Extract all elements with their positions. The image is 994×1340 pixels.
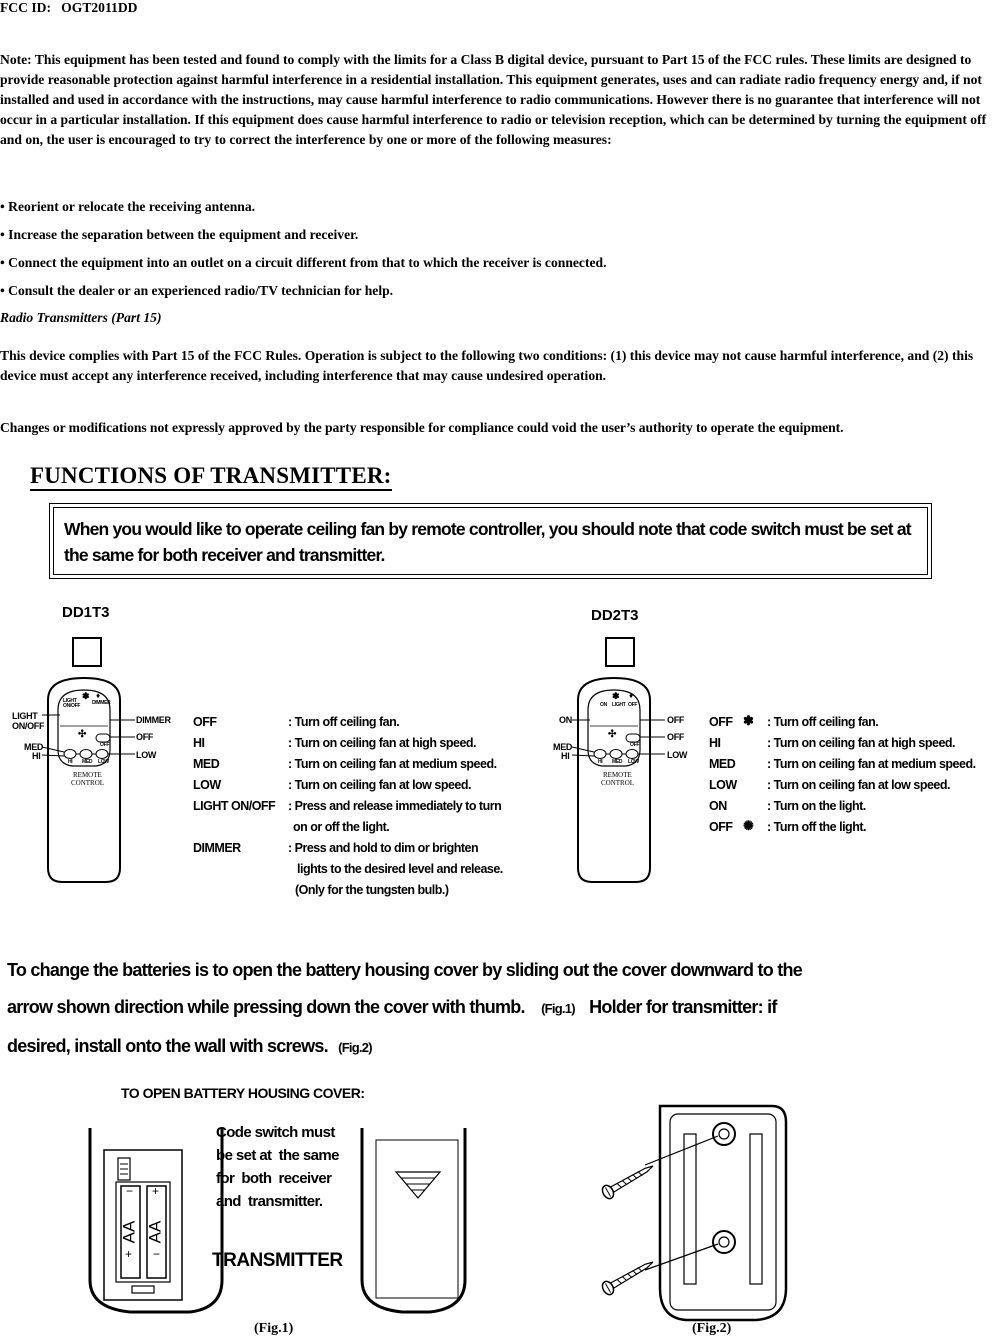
fig1-code-note-1: Code switch must	[216, 1124, 335, 1141]
bullet-reorient: • Reorient or relocate the receiving antenna.	[0, 199, 256, 214]
fig2-caption: (Fig.2)	[692, 1321, 732, 1336]
dd2-callout-off-1: OFF	[667, 715, 685, 725]
dd1-code-switch-square	[72, 637, 102, 667]
dd1-model-label: DD1T3	[62, 604, 110, 621]
dd1-fan-icon: ✽	[82, 691, 90, 701]
fig1-caption: (Fig.1)	[254, 1321, 294, 1336]
dd1-callout-hi: HI	[32, 751, 41, 761]
battery-instructions-line3: desired, install onto the wall with screws. (Fig.2)	[7, 1036, 372, 1056]
battery-plus-left: +	[125, 1247, 133, 1261]
bullet-increase: • Increase the separation between the equipment and receiver.	[0, 227, 359, 242]
dd2-face-top-mid: LIGHT	[612, 702, 626, 708]
battery-label-right: AA	[145, 1220, 165, 1244]
dd1-face-low: LOW	[98, 759, 109, 765]
dd2-callout-med: MED	[553, 742, 573, 752]
battery-minus-right: −	[153, 1247, 161, 1261]
dd1-callout-light: LIGHT ON/OFF	[12, 711, 45, 731]
fcc-notice-paragraph: Note: This equipment has been tested and found to comply with the limits for a Class B digital device, pursuant to Part 15 of the FCC rules. These limits are designed to provide reasonable protection against harmful interference in a residential installation. This equipment generates, uses and can radiate radio frequency energy and, if not installed and used in accordance with the instructions, may cause harmful interference to radio communications. However there is no guarantee that interference will not occur in a particular installation. If this equipment does cause harmful interference to radio or television reception, which can be determined by turning the equipment off and on, the user is encouraged to try to correct the interference by one or more of the following measures:	[0, 52, 987, 147]
dd2-face-off: OFF	[630, 742, 640, 748]
fig1-code-note-3: for both receiver	[216, 1170, 332, 1187]
fig1-transmitter-label: TRANSMITTER	[212, 1250, 343, 1271]
bullet-consult: • Consult the dealer or an experienced radio/TV technician for help.	[0, 283, 394, 298]
fig1-heading: TO OPEN BATTERY HOUSING COVER:	[121, 1085, 365, 1101]
battery-instructions-line2: arrow shown direction while pressing down the cover with thumb. (Fig.1) Holder for transmitter: if	[7, 997, 777, 1017]
dd1-bulb-icon: ♦	[96, 691, 100, 700]
code-switch-notice-box	[49, 503, 932, 579]
dd1-face-med: MED	[82, 759, 93, 765]
dd2-code-switch-square	[605, 637, 635, 667]
dd1-face-hi: HI	[68, 759, 73, 765]
dd2-face-top-left: ON	[600, 702, 607, 708]
fig2-wall-holder-drawing	[590, 1100, 800, 1325]
dd2-callout-low: LOW	[667, 750, 688, 760]
fan-off-icon: ✽	[743, 713, 754, 728]
dd2-face-low: LOW	[628, 759, 639, 765]
fig1-code-note-2: be set at the same	[216, 1147, 339, 1164]
dd2-callout-on: ON	[559, 715, 572, 725]
dd2-face-top-right: OFF	[628, 702, 638, 708]
dd1-face-top-left: LIGHT ON/OFF	[63, 698, 81, 709]
dd1-face-fan-symbol: ✣	[78, 729, 87, 740]
dd1-face-top-right: DIMMER	[92, 700, 111, 706]
fig1-code-note-4: and transmitter.	[216, 1193, 323, 1210]
bullet-connect: • Connect the equipment into an outlet on a circuit different from that to which the receiver is connected.	[0, 255, 607, 270]
fcc-id: FCC ID: OGT2011DD	[0, 0, 138, 15]
changes-paragraph: Changes or modifications not expressly approved by the party responsible for compliance could void the user’s authority to operate the equipment.	[0, 420, 844, 435]
dd2-bulb-icon: ♦	[629, 691, 633, 700]
dd1-face-off: OFF	[100, 742, 110, 748]
battery-instructions-line1: To change the batteries is to open the battery housing cover by sliding out the cover downward to the	[7, 960, 803, 980]
part15-paragraph: This device complies with Part 15 of the FCC Rules. Operation is subject to the following two conditions: (1) this device may not cause harmful interference, and (2) this device must accept any interference received, including interference that may cause undesired operation.	[0, 348, 974, 383]
dd1-callout-med: MED	[24, 742, 44, 752]
dd2-face-hi: HI	[598, 759, 603, 765]
light-off-icon: ✺	[743, 818, 754, 833]
code-switch-notice-text: When you would like to operate ceiling fan by remote controller, you should note that code switch must be set at the same for both receiver and transmitter.	[64, 519, 911, 565]
dd2-face-fan-symbol: ✣	[608, 729, 617, 740]
dd2-face-label-remote: REMOTE	[603, 771, 632, 779]
fig1-reference: (Fig.1)	[541, 1001, 575, 1016]
battery-plus-right: +	[152, 1184, 160, 1198]
dd1-callout-dimmer: DIMMER	[136, 715, 171, 725]
radio-transmitters-heading: Radio Transmitters (Part 15)	[0, 310, 162, 325]
dd2-face-label-control: CONTROL	[601, 779, 635, 787]
functions-title: FUNCTIONS OF TRANSMITTER:	[30, 462, 392, 491]
dd1-face-label-remote: REMOTE	[73, 771, 102, 779]
dd1-callout-off: OFF	[136, 732, 154, 742]
dd2-callout-hi: HI	[561, 751, 570, 761]
dd2-callout-off-2: OFF	[667, 732, 685, 742]
battery-label-left: AA	[119, 1220, 139, 1244]
dd2-fan-icon: ✽	[612, 691, 620, 701]
dd1-callout-low: LOW	[136, 750, 157, 760]
fig2-reference: (Fig.2)	[338, 1040, 372, 1055]
dd1-face-label-control: CONTROL	[71, 779, 105, 787]
battery-minus-left: −	[126, 1184, 134, 1198]
dd2-face-med: MED	[612, 759, 623, 765]
dd2-model-label: DD2T3	[591, 607, 639, 624]
